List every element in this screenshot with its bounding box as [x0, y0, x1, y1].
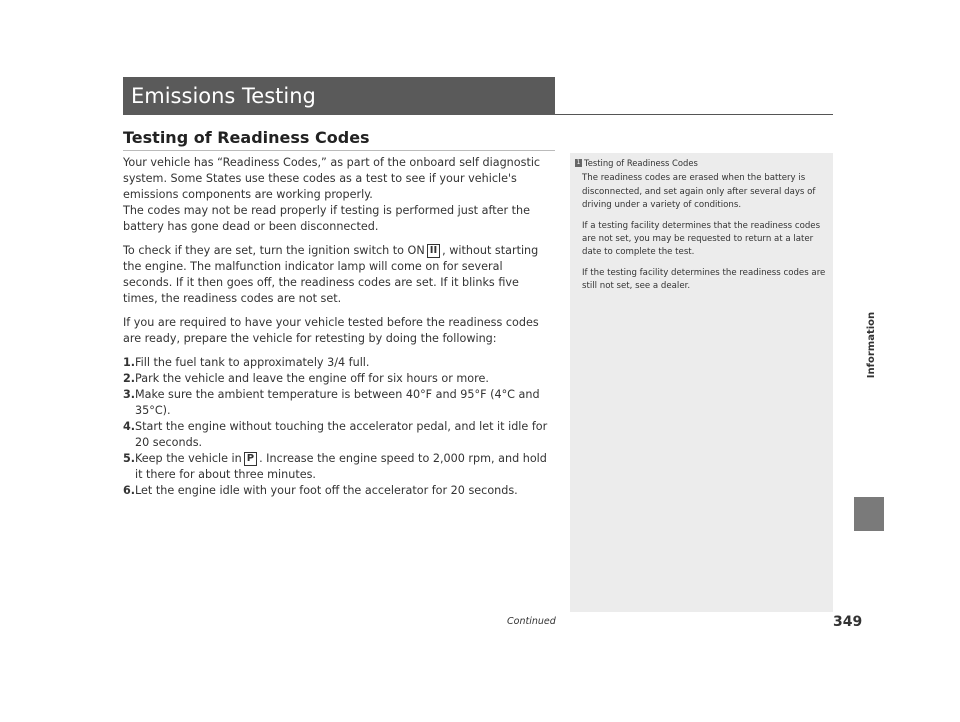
- step-text: Let the engine idle with your foot off the accelerator for 20 seconds.: [135, 484, 518, 497]
- paragraph-check-text-1: To check if they are set, turn the ignition switch to ON: [123, 244, 425, 257]
- step-number: 2.: [123, 372, 136, 385]
- step-number: 4.: [123, 420, 136, 433]
- sidebar-paragraph: The readiness codes are erased when the battery is disconnected, and set again only after several days of driving under a variety of conditions.: [582, 173, 816, 211]
- section-title-bar: [123, 77, 555, 115]
- list-item: [123, 371, 555, 387]
- paragraph-check: [123, 243, 555, 307]
- header-rule: [555, 114, 833, 115]
- step-number: 6.: [123, 484, 136, 497]
- step-text: Start the engine without touching the accelerator pedal, and let it idle for 20 seconds.: [135, 420, 548, 449]
- continued-label: Continued: [507, 616, 556, 627]
- sidebar-note: [570, 153, 833, 612]
- park-key-icon: P: [244, 452, 257, 466]
- list-item: [123, 387, 555, 419]
- step-text-1: Keep the vehicle in: [135, 452, 242, 465]
- step-number: 3.: [123, 388, 136, 401]
- paragraph-check-text-2: , without starting the engine. The malfunction indicator lamp will come on for several seconds. If it then goes off, the readiness codes are set. If it blinks five times, the readiness codes are not set.: [123, 244, 539, 305]
- list-item: [123, 419, 555, 451]
- paragraph-battery-note: The codes may not be read properly if testing is performed just after the battery has gone dead or been disconnected.: [123, 204, 530, 233]
- ignition-on-key-icon: II: [427, 244, 440, 258]
- step-text: Park the vehicle and leave the engine off for six hours or more.: [135, 372, 489, 385]
- note-marker-icon: 1: [576, 159, 581, 166]
- retest-steps: [123, 355, 555, 499]
- step-text-2: . Increase the engine speed to 2,000 rpm, and hold it there for about three minutes.: [135, 452, 547, 481]
- sidebar-paragraph: If a testing facility determines that the readiness codes are not set, you may be requested to return at a later date to complete the test.: [582, 220, 821, 258]
- subsection-rule: [123, 150, 555, 151]
- chapter-tab-marker: [854, 497, 884, 531]
- step-text: Make sure the ambient temperature is between 40°F and 95°F (4°C and 35°C).: [135, 388, 540, 417]
- paragraph-intro: Your vehicle has “Readiness Codes,” as part of the onboard self diagnostic system. Some States use these codes as a test to see if your vehicle's emissions components are working properly.: [123, 156, 541, 201]
- chapter-tab-label: Information: [866, 311, 877, 379]
- step-number: 5.: [123, 452, 136, 465]
- sidebar-title: Testing of Readiness Codes: [584, 158, 698, 168]
- subsection-title: Testing of Readiness Codes: [123, 128, 370, 147]
- paragraph-retest: If you are required to have your vehicle tested before the readiness codes are ready, prepare the vehicle for retesting by doing the following:: [123, 316, 539, 345]
- main-body: [123, 155, 555, 499]
- list-item: [123, 483, 555, 499]
- list-item: [123, 451, 555, 483]
- sidebar-paragraph: If the testing facility determines the readiness codes are still not set, see a dealer.: [582, 267, 826, 292]
- step-text: Fill the fuel tank to approximately 3/4 full.: [135, 356, 370, 369]
- step-number: 1.: [123, 356, 136, 369]
- page-number: 349: [833, 614, 863, 630]
- section-title: Emissions Testing: [131, 84, 316, 108]
- sidebar-header: [575, 157, 827, 170]
- list-item: [123, 355, 555, 371]
